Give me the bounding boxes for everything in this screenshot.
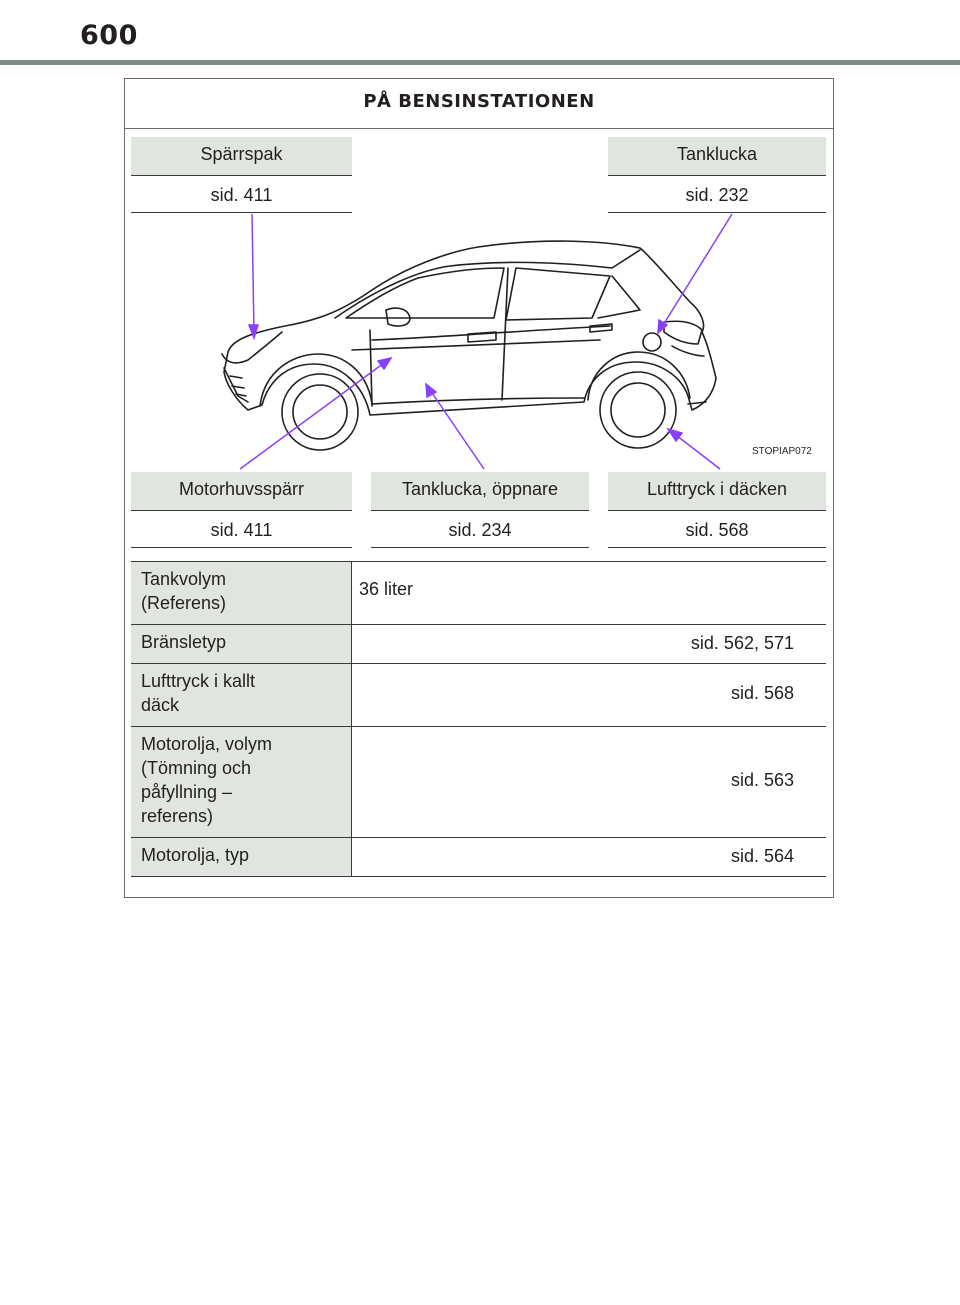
figure-code: STOPIAP072 (752, 446, 812, 457)
row-value: sid. 568 (730, 683, 794, 703)
row-value: 36 liter (359, 579, 414, 599)
table-row (131, 664, 826, 727)
ref-tanklucka-oppnare: sid. 234 (371, 510, 589, 548)
table-row (131, 562, 826, 625)
row-key: Lufttryck i kallt däck (131, 664, 352, 726)
ref-motorhuvssparr: sid. 411 (131, 510, 352, 548)
row-value: sid. 562, 571 (690, 633, 794, 653)
ref-tanklucka: sid. 232 (608, 175, 826, 213)
row-key: Motorolja, typ (131, 838, 352, 876)
section-title: PÅ BENSINSTATIONEN (125, 79, 833, 129)
row-key: Bränsletyp (131, 625, 352, 663)
table-row (131, 625, 826, 664)
table-row (131, 838, 826, 877)
fuel-info-table (131, 561, 826, 877)
label-tanklucka-oppnare: Tanklucka, öppnare (371, 472, 589, 510)
label-sparrspak: Spärrspak (131, 137, 352, 175)
row-key: Motorolja, volym (Tömning och påfyllning – referens) (131, 727, 352, 837)
table-row (131, 727, 826, 838)
ref-lufttryck: sid. 568 (608, 510, 826, 548)
label-motorhuvssparr: Motorhuvsspärr (131, 472, 352, 510)
row-value: sid. 564 (730, 846, 794, 866)
label-lufttryck: Lufttryck i däcken (608, 472, 826, 510)
ref-sparrspak: sid. 411 (131, 175, 352, 213)
page-number: 600 (80, 20, 138, 51)
row-key: Tankvolym (Referens) (131, 562, 352, 624)
row-value: sid. 563 (730, 770, 794, 790)
label-tanklucka: Tanklucka (608, 137, 826, 175)
